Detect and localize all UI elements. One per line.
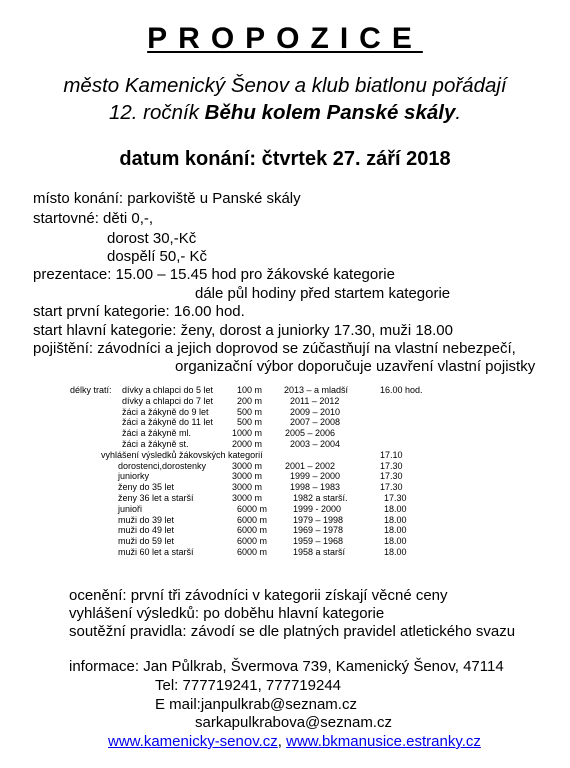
venue-line: místo konání: parkoviště u Panské skály [33,190,301,207]
table-cell-cat: junioři [118,503,143,514]
table-cell-years: 1999 – 2000 [290,471,341,482]
table-cell-dist: 500 m [237,417,263,428]
insurance-more: organizační výbor doporučuje uzavření vlastní pojistky [175,358,536,375]
table-cell-cat: ženy do 35 let [118,482,175,493]
registration-more: dále půl hodiny před startem kategorie [195,285,451,302]
table-cell-years: 1958 a starší [293,547,346,557]
table-cell-dist: 500 m [237,406,263,417]
link-kamenicky-senov[interactable]: www.kamenicky-senov.cz [108,733,278,750]
table-cell-time: 16.00 hod. [380,385,423,395]
table-cell-cat: dorostenci,dorostenky [118,460,207,471]
table-cell-dist: 6000 m [237,536,268,547]
table-cell-time: 17.30 [380,460,403,471]
table-cell-cat: muži 60 let a starší [118,547,194,557]
table-cell-dist: 3000 m [232,482,263,493]
table-cell-time: 18.00 [384,547,407,557]
table-cell-dist: 6000 m [237,547,268,557]
email-line-2: sarkapulkrabova@seznam.cz [195,714,392,731]
table-cell-time: 17.10 [380,449,403,460]
distances-label: délky tratí: [70,385,112,395]
subtitle-organizers: město Kamenický Šenov a klub biatlonu pořádají [63,74,507,97]
insurance-line: pojištění: závodníci a jejich doprovod se zúčastňují na vlastní nebezpečí, [33,340,516,357]
table-cell-time: 17.30 [380,471,403,482]
table-cell-dist: 3000 m [232,460,263,471]
table-cell-years: 1959 – 1968 [293,536,344,547]
table-cell-cat: dívky a chlapci do 5 let [122,385,214,395]
main-start: start hlavní kategorie: ženy, dorost a juniorky 17.30, muži 18.00 [33,322,453,339]
table-cell-cat: juniorky [118,471,150,482]
table-cell-years: 1999 - 2000 [293,503,342,514]
table-cell-time: 17.30 [380,482,403,493]
table-cell-years: 2009 – 2010 [290,406,341,417]
table-cell-years: 1969 – 1978 [293,525,344,536]
table-cell-years: 2011 – 2012 [290,395,340,406]
table-cell-years: 2001 – 2002 [285,460,336,471]
contact-line: informace: Jan Půlkrab, Švermova 739, Kamenický Šenov, 47114 [69,658,504,675]
table-cell-dist: 1000 m [232,428,263,439]
table-cell-cat: muži do 39 let [118,514,175,525]
table-cell-cat: žáci a žákyně st. [122,439,189,449]
rules-line: soutěžní pravidla: závodí se dle platných pravidel atletického svazu [69,623,516,640]
table-cell-cat: ženy 36 let a starší [118,493,194,503]
subtitle-event: 12. ročník Běhu kolem Panské skály. [108,101,462,124]
table-cell-years: 1979 – 1998 [293,514,344,525]
first-start: start první kategorie: 16.00 hod. [33,303,245,320]
table-cell-dist: 6000 m [237,525,268,536]
awards-line: ocenění: první tři závodníci v kategorii získají věcné ceny [69,587,448,604]
table-cell-cat: žáci a žákyně ml. [122,428,192,439]
table-cell-years: 2007 – 2008 [290,417,341,428]
phone-line: Tel: 777719241, 777719244 [155,677,342,694]
table-cell-years: 2003 – 2004 [290,439,341,449]
link-bkmanusice[interactable]: www.bkmanusice.estranky.cz [286,733,481,750]
table-cell-dist: 6000 m [237,503,268,514]
table-cell-time: 18.00 [384,525,407,536]
table-cell-dist: 6000 m [237,514,268,525]
table-cell-cat: vyhlášení výsledků žákovských kategorií [101,449,263,460]
table-cell-time: 17.30 [384,493,407,503]
table-cell-cat: muži do 59 let [118,536,175,547]
page-title: PROPOZICE [147,22,423,55]
table-cell-dist: 2000 m [232,439,263,449]
table-cell-time: 18.00 [384,536,407,547]
links-line: www.kamenicky-senov.cz, www.bkmanusice.estranky.cz [108,733,481,750]
fee-children: startovné: děti 0,-, [33,210,154,227]
fee-youth: dorost 30,-Kč [107,230,197,247]
table-cell-time: 18.00 [384,503,407,514]
table-cell-time: 18.00 [384,514,407,525]
table-cell-years: 2005 – 2006 [285,428,336,439]
registration-line: prezentace: 15.00 – 15.45 hod pro žákovské kategorie [33,266,395,283]
table-cell-dist: 3000 m [232,493,263,503]
table-cell-cat: muži do 49 let [118,525,175,536]
table-cell-cat: dívky a chlapci do 7 let [122,395,214,406]
table-cell-years: 1982 a starší. [293,493,348,503]
table-cell-cat: žáci a žákyně do 9 let [122,406,209,417]
table-cell-dist: 3000 m [232,471,263,482]
table-cell-dist: 200 m [237,395,263,406]
event-name: Běhu kolem Panské skály [204,101,456,124]
table-cell-years: 1998 – 1983 [290,482,341,493]
table-cell-years: 2013 – a mladší [284,385,349,395]
results-line: vyhlášení výsledků: po doběhu hlavní kategorie [69,605,385,622]
fee-adults: dospělí 50,- Kč [107,248,208,265]
table-cell-dist: 100 m [237,385,263,395]
email-line-1: E mail:janpulkrab@seznam.cz [155,696,357,713]
table-cell-cat: žáci a žákyně do 11 let [122,417,213,428]
event-date: datum konání: čtvrtek 27. září 2018 [119,148,451,170]
